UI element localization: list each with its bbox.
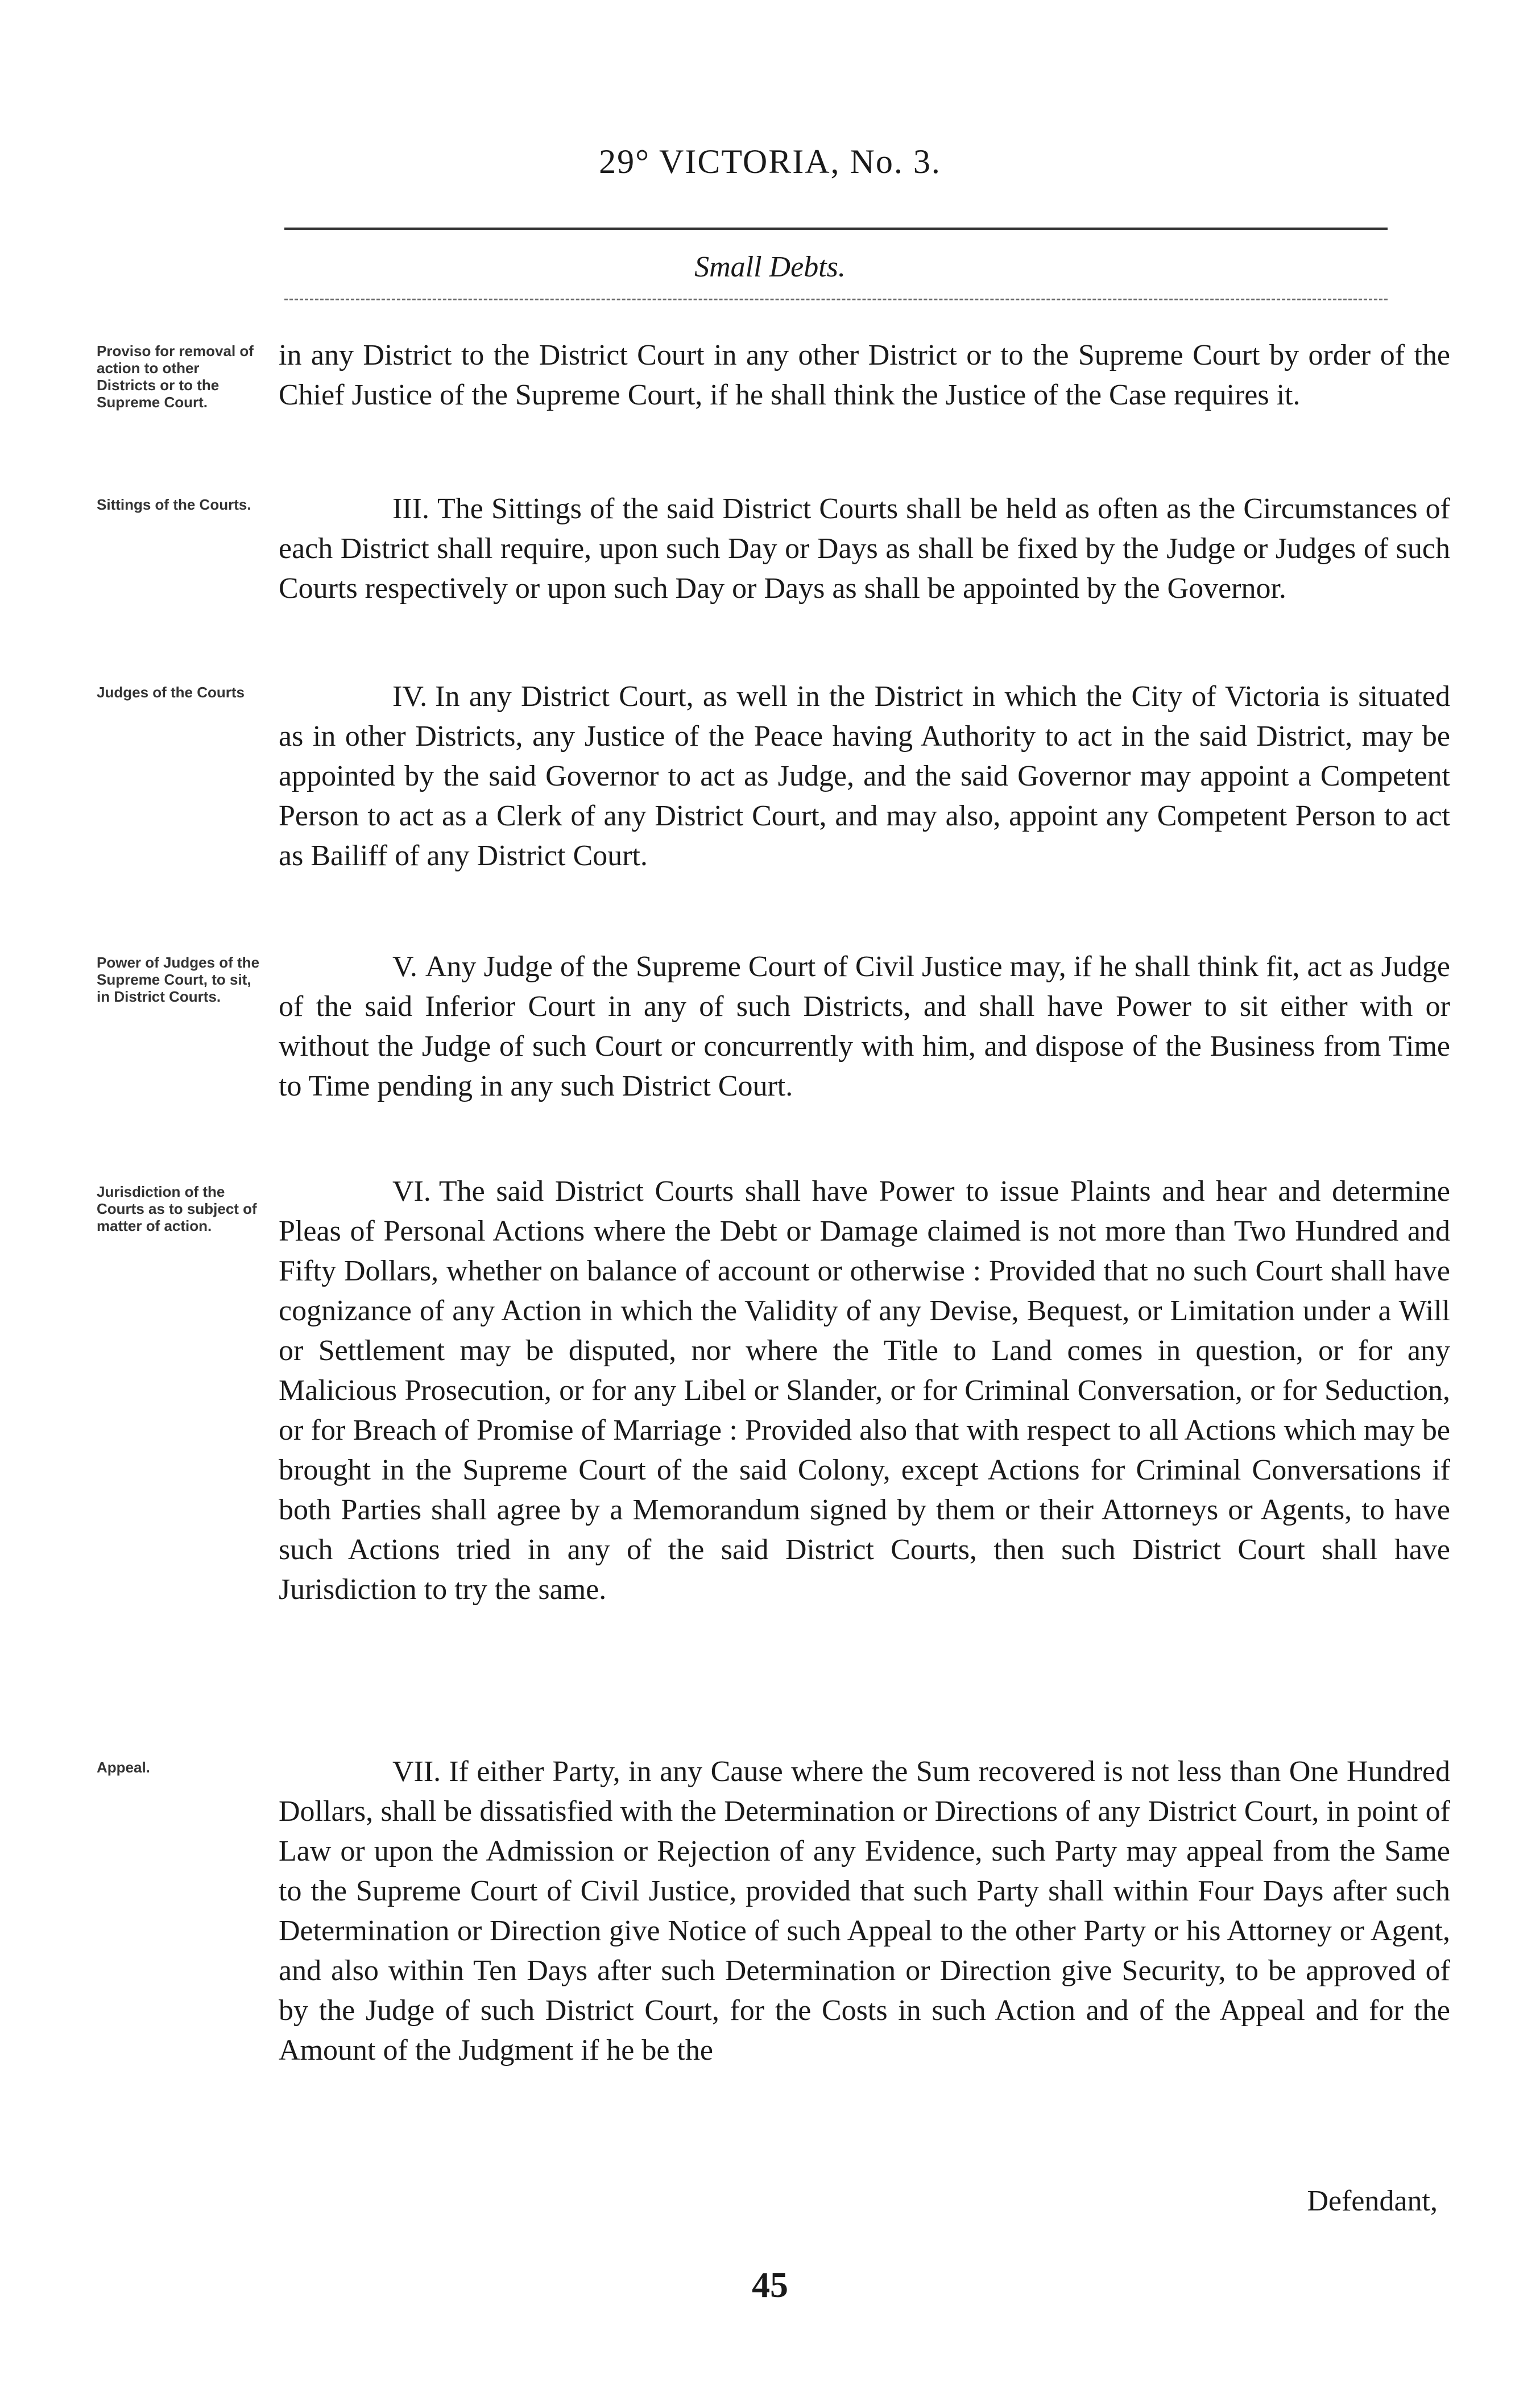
section-number: VII. (392, 1755, 441, 1788)
margin-note: Appeal. (97, 1759, 150, 1776)
section-text: If either Party, in any Cause where the Sum recovered is not less than One Hundred Dollars, shall be dissatisfied with the Determination or Directions of any District Court, in point of Law or upon the Admission or Rejection of any Evidence, such Party may appeal from the Same to the Supreme Court of Civil Justice, provided that such Party shall within Four Days after such Determination or Direction give Notice of such Appeal to the other Party or his Attorney or Agent, and also within Ten Days after such Determination or Direction give Security, to be approved of by the Judge of such District Court, for the Costs in such Action and of the Appeal and for the Amount of the Judgment if he be the (279, 1755, 1450, 2067)
section-body (279, 1752, 1450, 2071)
margin-note: Proviso for removal of action to other Districts or to the Supreme Court. (97, 342, 254, 411)
margin-note: Judges of the Courts (97, 684, 245, 701)
section-vii (97, 1752, 1450, 2100)
section-text: The said District Courts shall have Power to issue Plaints and hear and determine Pleas of Personal Actions where the Debt or Damage claimed is not more than Two Hundred and Fifty Dollars, whether on balance of account or otherwise : Provided that no such Court shall have cognizance of any Action in which the Validity of any Devise, Bequest, or Limitation under a Will or Settlement may be disputed, nor where the Title to Land comes in question, or for any Malicious Prosecution, or for any Libel or Slander, or for Criminal Conversation, or for Seduction, or for Breach of Promise of Marriage : Provided also that with respect to all Actions which may be brought in the Supreme Court of the said Colony, except Actions for Criminal Conversations if both Parties shall agree by a Memorandum signed by them or their Attorneys or Agents, to have such Actions tried in any of the said District Courts, then such District Court shall have Jurisdiction to try the same. (279, 1175, 1450, 1606)
section-vi (97, 1172, 1450, 1639)
section-text: in any District to the District Court in any other District or to the Supreme Court by order of the Chief Justice of the Supreme Court, if he shall think the Justice of the Case requires it. (279, 339, 1450, 411)
section-v (97, 947, 1450, 1136)
section-body (279, 489, 1450, 609)
header-rule (284, 228, 1388, 230)
catchword: Defendant, (1307, 2185, 1438, 2217)
section-subheading: Small Debts. (694, 251, 846, 283)
section-body (279, 1172, 1450, 1610)
section-number: IV. (392, 680, 428, 713)
margin-note: Jurisdiction of the Courts as to subject of matter of action. (97, 1183, 257, 1234)
subheading-rule (284, 299, 1388, 300)
section-body (279, 677, 1450, 876)
section-text: The Sittings of the said District Courts shall be held as often as the Circumstances of each District shall require, upon such Day or Days as shall be fixed by the Judge or Judges of such Courts respectively or upon such Day or Days as shall be appointed by the Governor. (279, 493, 1450, 605)
section-text: Any Judge of the Supreme Court of Civil Justice may, if he shall think fit, act as Judge of the said Inferior Court in any of such Districts, and shall have Power to sit either with or without the Judge of such Court or concurrently with him, and dispose of the Business from Time to Time pending in any such District Court. (279, 951, 1450, 1102)
section-number: III. (392, 493, 429, 525)
section-text: In any District Court, as well in the District in which the City of Victoria is situated as in other Districts, any Justice of the Peace having Authority to act in the said District, may be appointed by the said Governor to act as Judge, and the said Governor may appoint a Competent Person to act as a Clerk of any District Court, and may also, appoint any Competent Person to act as Bailiff of any District Court. (279, 680, 1450, 872)
section-number: V. (392, 951, 417, 983)
section-body (279, 336, 1450, 415)
margin-note: Power of Judges of the Supreme Court, to sit, in District Courts. (97, 954, 260, 1005)
section-proviso (97, 336, 1450, 445)
page-header: 29° VICTORIA, No. 3. (599, 143, 941, 180)
section-iv (97, 677, 1450, 906)
section-body (279, 947, 1450, 1106)
page-number: 45 (752, 2264, 788, 2305)
section-number: VI. (392, 1175, 431, 1208)
section-iii (97, 489, 1450, 638)
margin-note: Sittings of the Courts. (97, 496, 251, 513)
